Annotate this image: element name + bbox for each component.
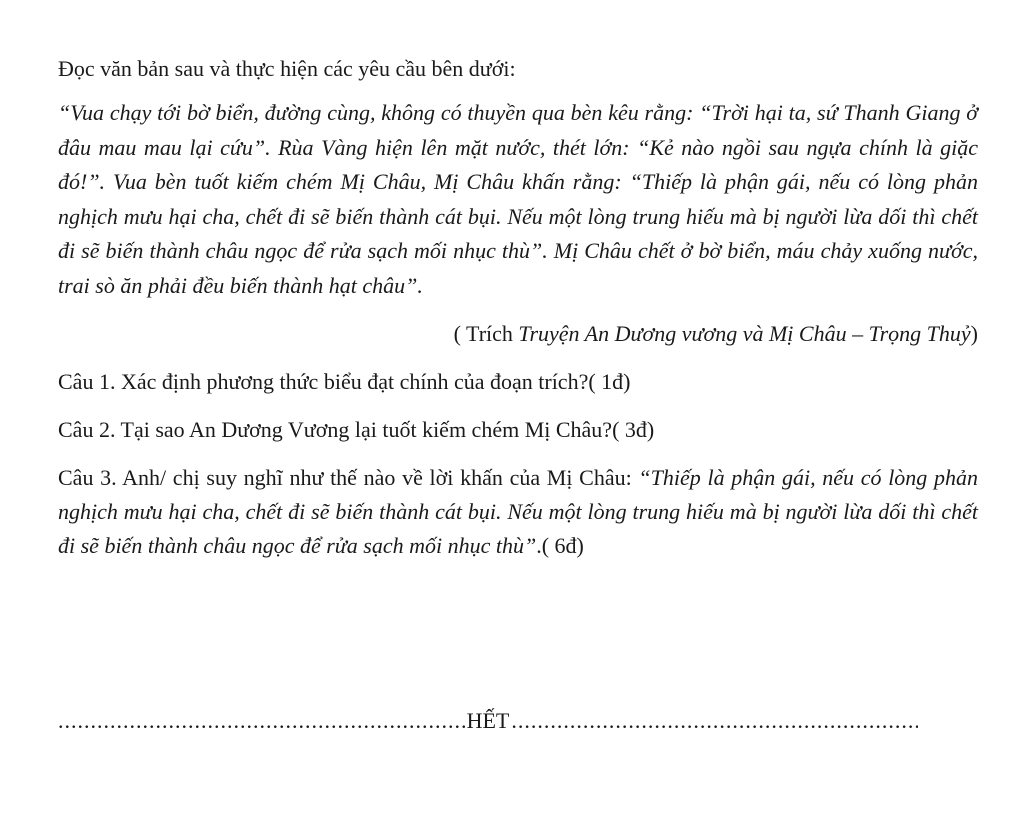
source-title: Truyện An Dương vương và Mị Châu – Trọng Thuỷ: [518, 321, 971, 346]
instruction-text: Đọc văn bản sau và thực hiện các yêu cầu bên dưới:: [58, 56, 516, 81]
source-suffix: ): [970, 321, 978, 346]
question-2: Câu 2. Tại sao An Dương Vương lại tuốt kiếm chém Mị Châu?( 3đ): [58, 417, 655, 442]
end-word: HẾT: [466, 708, 510, 733]
dotted-rule-right: [511, 706, 918, 736]
question-3-quote: “Thiếp là phận gái, nếu có lòng phản nghịch mưu hại cha, chết đi sẽ biến thành cát bụi. Nếu một lòng trung hiếu mà bị người lừa dối thì chết đi sẽ biến thành châu ngọc để rửa sạch mối nhục thù”: [58, 465, 979, 558]
question-3: [58, 461, 978, 563]
question-3-suffix: .( 6đ): [536, 533, 584, 558]
passage-excerpt: “Vua chạy tới bờ biển, đường cùng, không có thuyền qua bèn kêu rằng: “Trời hại ta, sứ Thanh Giang ở đâu mau mau lại cứu”. Rùa Vàng hiện lên mặt nước, thét lớn: “Kẻ nào ngồi sau ngựa chính là giặc đó!”. Vua bèn tuốt kiếm chém Mị Châu, Mị Châu khấn rằng: “Thiếp là phận gái, nếu có lòng phản nghịch mưu hại cha, chết đi sẽ biến thành cát bụi. Nếu một lòng trung hiếu mà bị người lừa dối thì chết đi sẽ biến thành châu ngọc để rửa sạch mối nhục thù”. Mị Châu chết ở bờ biển, máu chảy xuống nước, trai sò ăn phải đều biến thành hạt châu”.: [58, 100, 978, 298]
exam-document: [58, 52, 978, 563]
question-1: Câu 1. Xác định phương thức biểu đạt chính của đoạn trích?( 1đ): [58, 369, 631, 394]
question-3-prefix: Câu 3. Anh/ chị suy nghĩ như thế nào về lời khấn của Mị Châu:: [58, 465, 639, 490]
dotted-rule-left: [58, 706, 465, 736]
source-citation: [58, 317, 978, 351]
end-marker: [58, 706, 918, 736]
source-prefix: ( Trích: [453, 321, 519, 346]
